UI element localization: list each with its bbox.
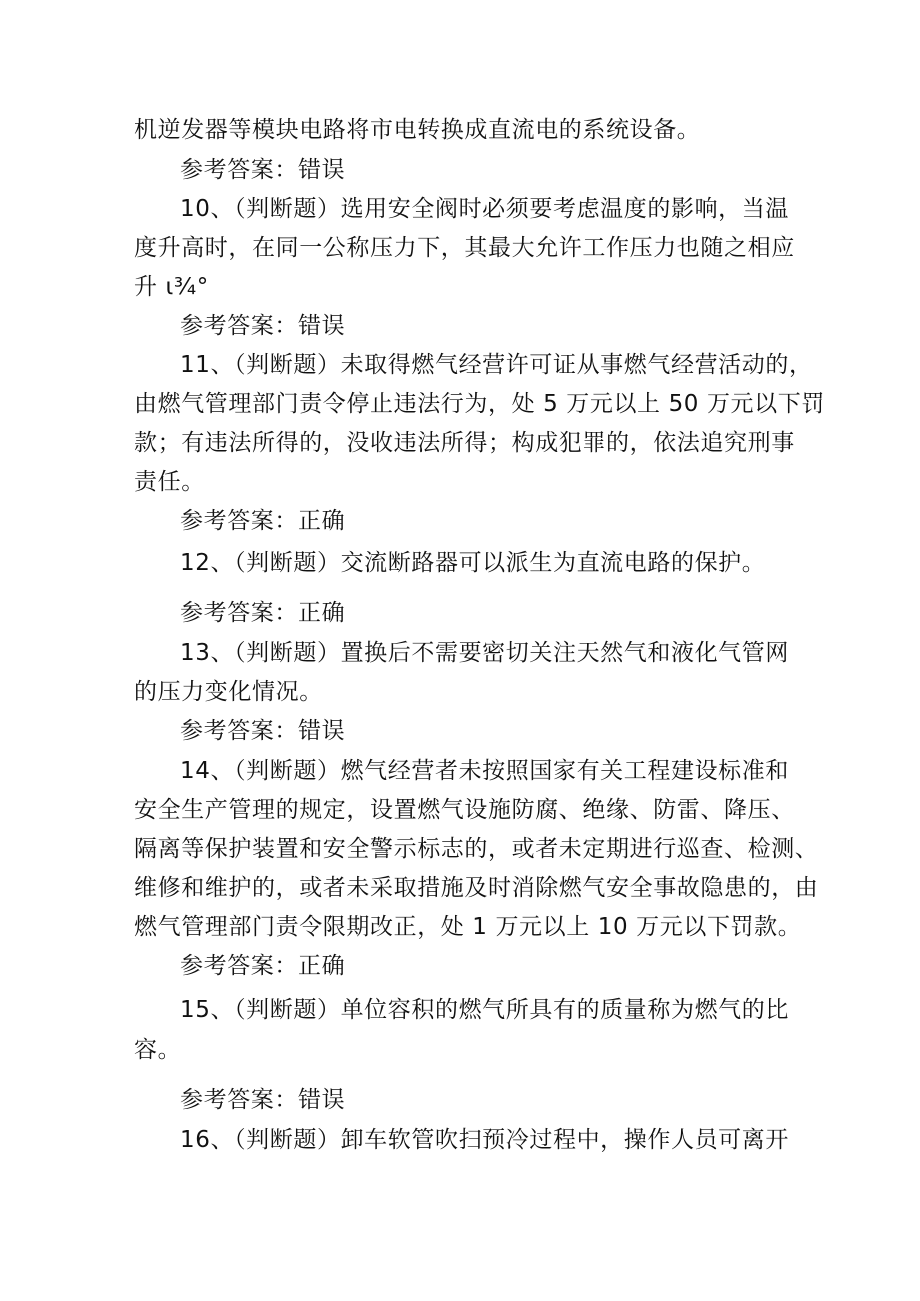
answer-line: 参考答案：正确 <box>180 953 346 979</box>
text-line: 隔离等保护装置和安全警示标志的，或者未定期进行巡查、检测、 <box>134 836 819 862</box>
question-line: 15、（判断题）单位容积的燃气所具有的质量称为燃气的比 <box>180 997 789 1023</box>
text-line: 容。 <box>134 1037 182 1063</box>
question-line: 10、（判断题）选用安全阀时必须要考虑温度的影响，当温 <box>180 196 789 222</box>
question-line: 11、（判断题）未取得燃气经营许可证从事燃气经营活动的， <box>180 352 813 378</box>
text-line: 燃气管理部门责令限期改正，处 1 万元以上 10 万元以下罚款。 <box>134 914 802 940</box>
text-line: 升 ι¾° <box>134 274 209 300</box>
text-line: 安全生产管理的规定，设置燃气设施防腐、绝缘、防雷、降压、 <box>134 797 795 823</box>
question-line: 16、（判断题）卸车软管吹扫预冷过程中，操作人员可离开 <box>180 1127 789 1153</box>
text-line: 的压力变化情况。 <box>134 679 323 705</box>
answer-line: 参考答案：错误 <box>180 1087 346 1113</box>
text-line: 由燃气管理部门责令停止违法行为，处 5 万元以上 50 万元以下罚 <box>134 391 825 417</box>
text-line: 机逆发器等模块电路将市电转换成直流电的系统设备。 <box>134 117 701 143</box>
question-line: 12、（判断题）交流断路器可以派生为直流电路的保护。 <box>180 550 766 576</box>
text-line: 责任。 <box>134 469 205 495</box>
answer-line: 参考答案：错误 <box>180 718 346 744</box>
question-line: 14、（判断题）燃气经营者未按照国家有关工程建设标准和 <box>180 758 789 784</box>
answer-line: 参考答案：正确 <box>180 600 346 626</box>
answer-line: 参考答案：错误 <box>180 313 346 339</box>
question-line: 13、（判断题）置换后不需要密切关注天然气和液化气管网 <box>180 640 789 666</box>
text-line: 度升高时，在同一公称压力下，其最大允许工作压力也随之相应 <box>134 235 795 261</box>
text-line: 款；有违法所得的，没收违法所得；构成犯罪的，依法追究刑事 <box>134 430 795 456</box>
answer-line: 参考答案：错误 <box>180 157 346 183</box>
answer-line: 参考答案：正确 <box>180 508 346 534</box>
text-line: 维修和维护的，或者未采取措施及时消除燃气安全事故隐患的，由 <box>134 875 819 901</box>
